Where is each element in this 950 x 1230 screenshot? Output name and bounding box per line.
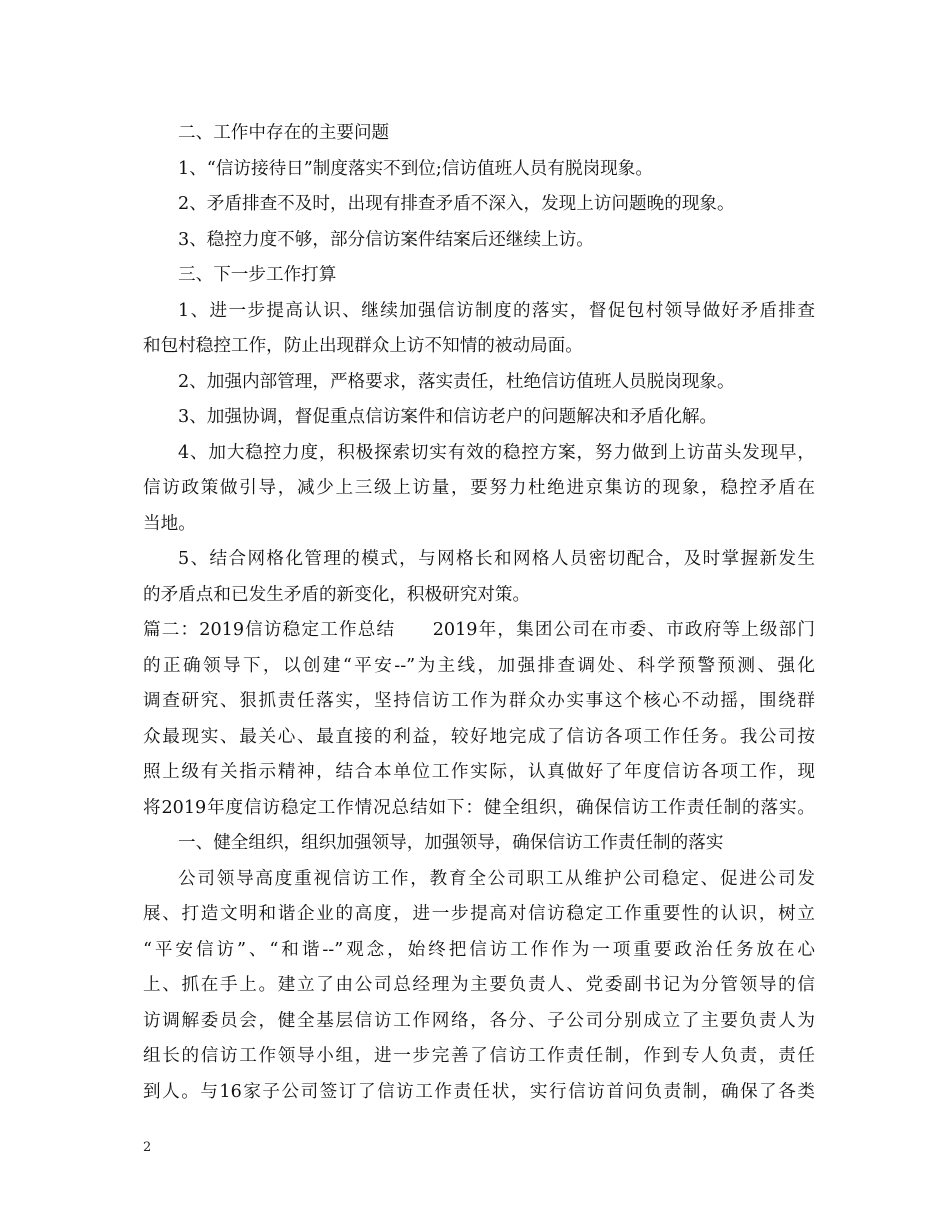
text-line: 调查研究、狠抓责任落实，坚持信访工作为群众办实事这个核心不动摇，围绕群 [143,691,815,711]
text-line: 和包村稳控工作，防止出现群众上访不知情的被动局面。 [143,336,583,356]
text-line: 将2019年度信访稳定工作情况总结如下：健全组织，确保信访工作责任制的落实。 [143,797,815,818]
text-line: 信访政策做引导，减少上三级上访量，要努力杜绝进京集访的现象，稳控矛盾在 [143,478,815,498]
document-body [143,116,815,1110]
text-line: 2、矛盾排查不及时，出现有排查矛盾不深入，发现上访问题晚的现象。 [178,194,735,214]
text-line: “平安信访”、“和谐--”观念，始终把信访工作作为一项重要政治任务放在心 [143,939,815,960]
text-line: 展、打造文明和谐企业的高度，进一步提高对信访稳定工作重要性的认识，树立 [143,904,815,924]
text-line: 1、进一步提高认识、继续加强信访制度的落实，督促包村领导做好矛盾排查 [178,300,815,321]
text-line: 众最现实、最关心、最直接的利益，较好地完成了信访各项工作任务。我公司按 [143,726,815,747]
text-line: 上、抓在手上。建立了由公司总经理为主要负责人、党委副书记为分管领导的信 [143,975,815,995]
text-line: 公司领导高度重视信访工作，教育全公司职工从维护公司稳定、促进公司发 [178,868,815,889]
text-line: 3、稳控力度不够，部分信访案件结案后还继续上访。 [178,229,594,250]
text-line: 一、健全组织，组织加强领导，加强领导，确保信访工作责任制的落实 [178,833,724,853]
page-number: 2 [143,1140,152,1155]
text-line: 2、加强内部管理，严格要求，落实责任，杜绝信访值班人员脱岗现象。 [178,371,735,392]
text-line: 篇二：2019信访稳定工作总结 2019年，集团公司在市委、市政府等上级部门 [143,620,815,640]
text-line: 访调解委员会，健全基层信访工作网络，各分、子公司分别成立了主要负责人为 [143,1010,815,1031]
text-line: 的矛盾点和已发生矛盾的新变化，积极研究对策。 [143,584,531,605]
text-line: 三、下一步工作打算 [178,265,337,285]
text-line: 组长的信访工作领导小组，进一步完善了信访工作责任制，作到专人负责，责任 [143,1046,815,1066]
text-line: 5、结合网格化管理的模式，与网格长和网格人员密切配合，及时掌握新发生 [178,549,815,569]
text-line: 3、加强协调，督促重点信访案件和信访老户的问题解决和矛盾化解。 [178,407,718,427]
text-line: 当地。 [143,513,196,534]
text-line: 4、加大稳控力度，积极探索切实有效的稳控方案，努力做到上访苗头发现早， [178,442,815,463]
text-line: 1、“信访接待日”制度落实不到位;信访值班人员有脱岗现象。 [178,158,653,179]
text-line: 到人。与16家子公司签订了信访工作责任状，实行信访首问负责制，确保了各类 [143,1081,815,1102]
text-line: 二、工作中存在的主要问题 [178,123,390,143]
text-line: 照上级有关指示精神，结合本单位工作实际，认真做好了年度信访各项工作，现 [143,762,815,782]
text-line: 的正确领导下，以创建“平安--”为主线，加强排查调处、科学预警预测、强化 [143,655,815,676]
